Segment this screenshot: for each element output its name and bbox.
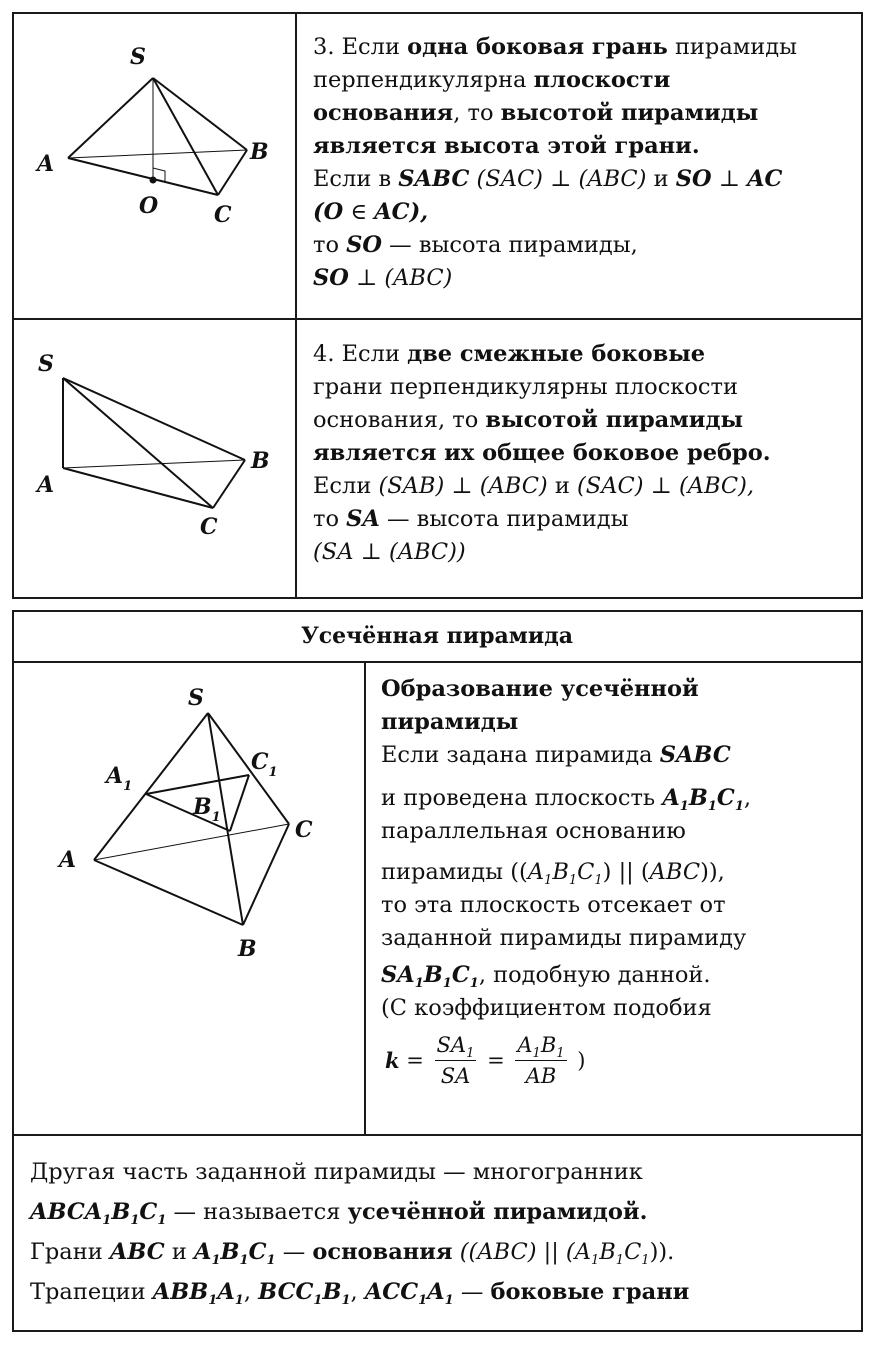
bold-text: высотой пирамиды	[485, 407, 744, 433]
denominator: AB	[525, 1064, 557, 1088]
math: AC	[747, 166, 783, 192]
edge-SC	[153, 78, 218, 195]
bold-text: является их общее боковое ребро.	[313, 440, 771, 466]
label-S: S	[130, 44, 146, 70]
text: основания, то	[313, 407, 479, 433]
fraction-1	[435, 1030, 477, 1091]
math: $ACC_1A_1$	[364, 1279, 454, 1308]
text: Другая часть заданной пирамиды — многогранник	[30, 1159, 643, 1185]
text: то	[313, 506, 339, 532]
text: =	[406, 1048, 424, 1073]
row3-text	[313, 31, 797, 295]
math: $SA_1B_1C_1$	[381, 962, 479, 991]
math: SO	[346, 232, 383, 258]
math: (SAC)	[476, 166, 543, 192]
label-C: C	[200, 514, 218, 540]
text: — высота пирамиды	[387, 506, 629, 532]
math: AC),	[374, 199, 429, 225]
edge-A1C1	[146, 775, 249, 794]
numerator: $SA_1$	[435, 1030, 477, 1061]
text: —	[460, 1279, 484, 1305]
math: ABC	[109, 1239, 165, 1265]
math: (SA	[313, 539, 354, 565]
edge-SB	[63, 378, 245, 460]
perp-symbol: ⊥	[650, 473, 672, 499]
bold-text: усечённой пирамидой.	[347, 1199, 648, 1225]
edge-BC	[243, 824, 289, 925]
math: (ABC))	[388, 539, 466, 565]
perp-symbol: ⊥	[360, 539, 382, 565]
text: Если	[341, 34, 400, 60]
text: — называется	[173, 1199, 341, 1225]
row4-number: 4.	[313, 341, 335, 367]
perp-symbol: ⊥	[451, 473, 473, 499]
math: $ABCA_1B_1C_1$	[30, 1199, 167, 1228]
label-A: A	[37, 151, 55, 177]
text: параллельная основанию	[381, 818, 686, 844]
bold-text: плоскости	[533, 67, 671, 93]
math: $A_1B_1C_1$	[574, 1239, 650, 1268]
bold-text: боковые грани	[490, 1279, 690, 1305]
row4-text	[313, 338, 771, 569]
text: —	[282, 1239, 306, 1265]
text: Трапеции	[30, 1279, 146, 1305]
edge-CB	[218, 150, 247, 195]
math: (SAC)	[577, 473, 644, 499]
label-B: B	[250, 139, 269, 165]
label-B: B	[251, 448, 270, 474]
label-S: S	[188, 685, 204, 711]
text: грани перпендикулярны плоскости	[313, 374, 738, 400]
edge-CB	[213, 460, 245, 508]
point-O	[150, 177, 157, 184]
math: $ABB_1A_1$	[152, 1279, 244, 1308]
label-C: C	[214, 202, 232, 228]
text: Если	[341, 341, 400, 367]
edge-AB	[68, 150, 247, 158]
math: (ABC)	[384, 265, 453, 291]
label-A1: $A_1$	[106, 763, 133, 794]
text: , подобную данной.	[478, 962, 711, 988]
text: Грани	[30, 1239, 103, 1265]
edge-AB	[63, 460, 245, 468]
edge-AB	[94, 860, 243, 925]
frustum-title: Усечённая пирамида	[300, 623, 574, 649]
text: Если в	[313, 166, 392, 192]
bold-text: одна боковая грань	[407, 34, 668, 60]
label-B: B	[238, 936, 257, 962]
edge-B1C1	[230, 775, 249, 831]
text: перпендикулярна	[313, 67, 527, 93]
text: ,	[350, 1279, 358, 1305]
math: SA	[346, 506, 380, 532]
text: Если	[313, 473, 372, 499]
math: (ABC),	[678, 473, 755, 499]
text: — высота пирамиды,	[389, 232, 638, 258]
text: ,	[243, 1279, 251, 1305]
frustum-text	[381, 673, 751, 1025]
text: и	[653, 166, 669, 192]
bold-text: высотой пирамиды	[500, 100, 759, 126]
label-S: S	[38, 351, 54, 377]
bold-text: основания	[313, 100, 454, 126]
math: $BCC_1B_1$	[258, 1279, 351, 1308]
text: то	[313, 232, 339, 258]
similarity-formula	[385, 1030, 585, 1100]
numerator: $A_1B_1$	[515, 1030, 566, 1061]
label-A: A	[37, 472, 55, 498]
bold-text: основания	[312, 1239, 453, 1265]
math: $A_1B_1C_1$	[527, 859, 603, 888]
math: (O	[313, 199, 344, 225]
edge-SB	[153, 78, 247, 150]
math: SO	[313, 265, 349, 291]
text: то эта плоскость отсекает от	[381, 892, 726, 918]
text: пирамиды	[674, 34, 798, 60]
perp-symbol: ⊥	[718, 166, 740, 192]
text: )).	[649, 1239, 675, 1265]
edge-AC	[94, 824, 289, 860]
math: ((ABC) || (	[459, 1239, 575, 1265]
text: )),	[700, 859, 725, 885]
math: k	[385, 1048, 400, 1073]
in-symbol: ∈	[350, 199, 368, 225]
math: (ABC)	[479, 473, 548, 499]
text: =	[487, 1048, 505, 1073]
text: , то	[453, 100, 494, 126]
perp-symbol: ⊥	[550, 166, 572, 192]
math: $A_1B_1C_1$	[194, 1239, 276, 1268]
perp-symbol: ⊥	[356, 265, 378, 291]
text: пирамиды ((	[381, 859, 528, 885]
math: SO	[675, 166, 712, 192]
text: ) || (	[602, 859, 650, 885]
row4-pyramid-figure	[0, 318, 300, 598]
math: ABC	[649, 859, 701, 885]
math: SABC	[398, 166, 470, 192]
row3-pyramid-figure	[0, 0, 300, 320]
denominator: SA	[440, 1064, 471, 1088]
label-A: A	[59, 847, 77, 873]
frustum-figure	[0, 661, 365, 1135]
math: $A_1B_1C_1$	[662, 785, 744, 814]
text: Если задана пирамида	[381, 742, 653, 768]
edge-AC	[68, 158, 218, 195]
text: и	[554, 473, 570, 499]
fraction-2	[515, 1030, 566, 1091]
label-O: O	[139, 193, 159, 219]
text: )	[577, 1048, 586, 1073]
math: (SAB)	[378, 473, 445, 499]
frustum-definition-text	[30, 1152, 689, 1312]
math: (ABC)	[578, 166, 647, 192]
section-heading: Образование усечённой	[381, 676, 699, 702]
label-B1: $B_1$	[193, 794, 221, 825]
text: заданной пирамиды пирамиду	[381, 925, 747, 951]
row3-number: 3.	[313, 34, 335, 60]
section-heading: пирамиды	[381, 709, 519, 735]
text: (С коэффициентом подобия	[381, 995, 712, 1021]
edge-SA	[68, 78, 153, 158]
text: ,	[743, 785, 752, 811]
text: и	[171, 1239, 187, 1265]
text: и проведена плоскость	[381, 785, 656, 811]
math: SABC	[659, 742, 731, 768]
bold-text: является высота этой грани.	[313, 133, 700, 159]
label-C1: $C_1$	[251, 749, 278, 780]
label-C: C	[295, 817, 313, 843]
bold-text: две смежные боковые	[407, 341, 706, 367]
